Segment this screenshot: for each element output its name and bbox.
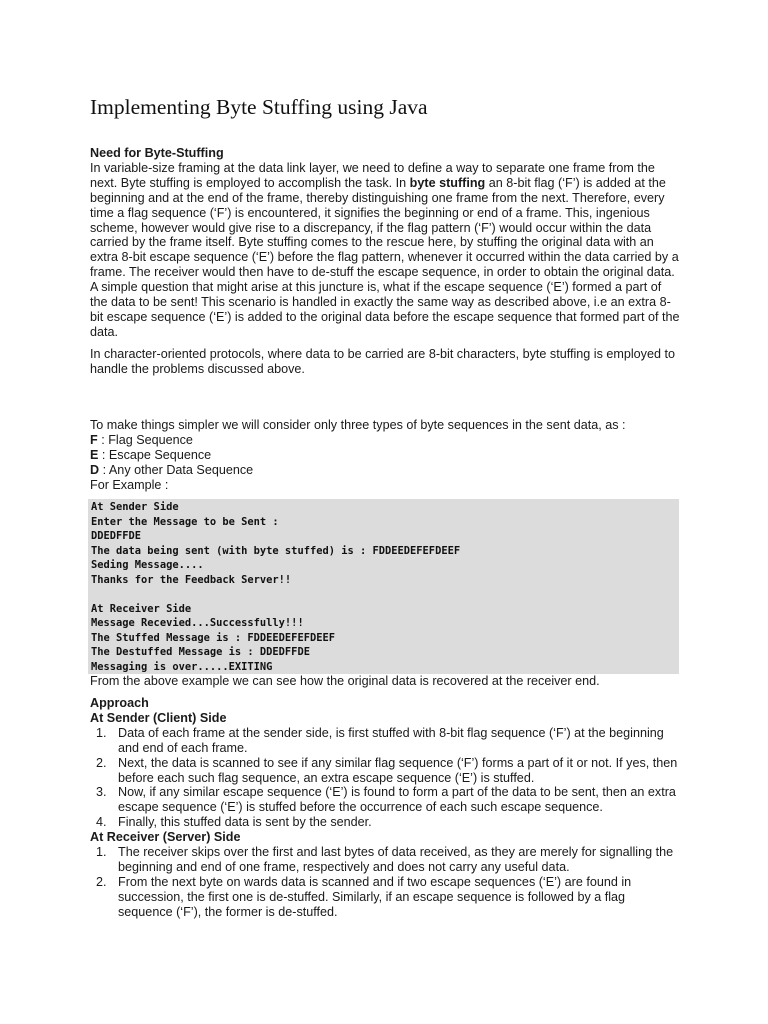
list-line: escape sequence (‘E’) is stuffed before the occurrence of each such escape sequence. xyxy=(118,800,603,815)
sequence-intro: To make things simpler we will consider only three types of byte sequences in the sent data, as : xyxy=(90,418,626,432)
need-section xyxy=(90,146,680,340)
text-run: an 8-bit flag (‘F’) is added at the xyxy=(485,175,666,190)
list-line: sequence (‘F’), the former is de-stuffed. xyxy=(118,904,338,919)
approach-heading: Approach xyxy=(90,696,149,710)
example-label: For Example : xyxy=(90,477,169,492)
paragraph-line: A simple question that might arise at this juncture is, what if the escape sequence (‘E’) formed a part of xyxy=(90,280,662,295)
code-line: The Destuffed Message is : DDEDFFDE xyxy=(91,646,310,658)
data-key: D xyxy=(90,462,100,477)
list-item xyxy=(90,845,690,875)
list-item xyxy=(90,726,690,756)
escape-text: : Escape Sequence xyxy=(98,447,212,462)
list-item xyxy=(90,756,690,786)
sequence-types xyxy=(90,418,680,493)
list-item xyxy=(90,875,690,920)
code-line: Messaging is over.....EXITING xyxy=(91,660,273,673)
list-line: and end of each frame. xyxy=(118,740,248,755)
paragraph-line xyxy=(90,176,680,191)
list-line: Finally, this stuffed data is sent by the sender. xyxy=(118,815,372,830)
list-number: 2. xyxy=(96,755,107,770)
paragraph-line: scheme, however would give rise to a discrepancy, if the flag pattern (‘F’) would occur within the data xyxy=(90,220,652,235)
code-output xyxy=(91,500,460,674)
code-line: At Sender Side xyxy=(91,501,179,513)
receiver-heading: At Receiver (Server) Side xyxy=(90,830,241,845)
list-number: 4. xyxy=(96,815,107,830)
flag-definition xyxy=(90,433,680,448)
escape-key: E xyxy=(90,447,99,462)
page-title: Implementing Byte Stuffing using Java xyxy=(90,95,428,119)
list-line: succession, the first one is de-stuffed. Similarly, if an escape sequence is followed by a flag xyxy=(118,889,626,904)
paragraph-line: beginning and at the end of the frame, thereby distinguishing one frame from the next. Therefore, every xyxy=(90,190,665,205)
paragraph-line: data. xyxy=(90,324,119,339)
code-line: DDEDFFDE xyxy=(91,530,142,542)
list-number: 1. xyxy=(96,845,107,860)
approach-section xyxy=(90,696,690,920)
data-text: : Any other Data Sequence xyxy=(99,462,254,477)
code-line: The data being sent (with byte stuffed) is : FDDEEDEFEFDEEF xyxy=(91,544,461,557)
code-line: Enter the Message to be Sent : xyxy=(91,515,279,528)
paragraph-line: bit escape sequence (‘E’) is added to the original data before the escape sequence that formed part of the xyxy=(90,309,680,324)
code-line xyxy=(91,587,460,602)
list-line: The receiver skips over the first and last bytes of data received, as they are merely for signalling the xyxy=(118,845,674,860)
list-number: 3. xyxy=(96,785,107,800)
after-code-paragraph xyxy=(90,674,680,689)
paragraph-line: In variable-size framing at the data link layer, we need to define a way to separate one frame from the xyxy=(90,160,655,175)
paragraph-line: From the above example we can see how the original data is recovered at the receiver end. xyxy=(90,674,600,688)
paragraph-line: In character-oriented protocols, where data to be carried are 8-bit characters, byte stuffing is employed to xyxy=(90,347,675,361)
code-line: The Stuffed Message is : FDDEEDEFEFDEEF xyxy=(91,631,335,644)
list-line: Now, if any similar escape sequence (‘E’) is found to form a part of the data to be sent, then an extra xyxy=(118,785,676,800)
list-line: beginning and end of one frame, respectively and does not carry any useful data. xyxy=(118,859,570,874)
text-run: next. Byte stuffing is employed to accomplish the task. In xyxy=(90,175,410,190)
flag-key: F xyxy=(90,432,98,447)
need-heading: Need for Byte-Stuffing xyxy=(90,146,224,160)
list-line: Next, the data is scanned to see if any similar flag sequence (‘F’) forms a part of it or not. If yes, then xyxy=(118,755,678,770)
list-item xyxy=(90,785,690,815)
escape-definition xyxy=(90,448,680,463)
character-oriented-paragraph xyxy=(90,347,680,377)
list-line: before each such flag sequence, an extra escape sequence (‘E’) is stuffed. xyxy=(118,770,535,785)
paragraph-line: carried by the frame itself. Byte stuffing comes to the rescue here, by stuffing the original data with an xyxy=(90,235,654,250)
list-number: 2. xyxy=(96,874,107,889)
code-line: Thanks for the Feedback Server!! xyxy=(91,573,292,586)
list-number: 1. xyxy=(96,725,107,740)
data-definition xyxy=(90,463,680,478)
paragraph-line: handle the problems discussed above. xyxy=(90,361,305,376)
paragraph-line: frame. The receiver would then have to de-stuff the escape sequence, in order to obtain the original data. xyxy=(90,265,675,280)
code-line: Message Recevied...Successfully!!! xyxy=(91,617,304,629)
paragraph-line: time a flag sequence (‘F’) is encountered, it signifies the beginning or end of a frame. This, ingenious xyxy=(90,205,650,220)
code-line: Seding Message.... xyxy=(91,559,204,571)
flag-text: : Flag Sequence xyxy=(97,432,193,447)
paragraph-line: the data to be sent! This scenario is handled in exactly the same way as described above, i.e an extra 8- xyxy=(90,295,671,310)
code-line: At Receiver Side xyxy=(91,602,192,615)
paragraph-line: extra 8-bit escape sequence (‘E’) before the flag pattern, whenever it occurred within the data carried by a xyxy=(90,250,679,265)
list-line: From the next byte on wards data is scanned and if two escape sequences (‘E’) are found in xyxy=(118,874,632,889)
list-item xyxy=(90,815,690,830)
bold-term: byte stuffing xyxy=(409,175,486,190)
sender-heading: At Sender (Client) Side xyxy=(90,710,227,725)
list-line: Data of each frame at the sender side, is first stuffed with 8-bit flag sequence (‘F’) at the beginning xyxy=(118,725,664,740)
